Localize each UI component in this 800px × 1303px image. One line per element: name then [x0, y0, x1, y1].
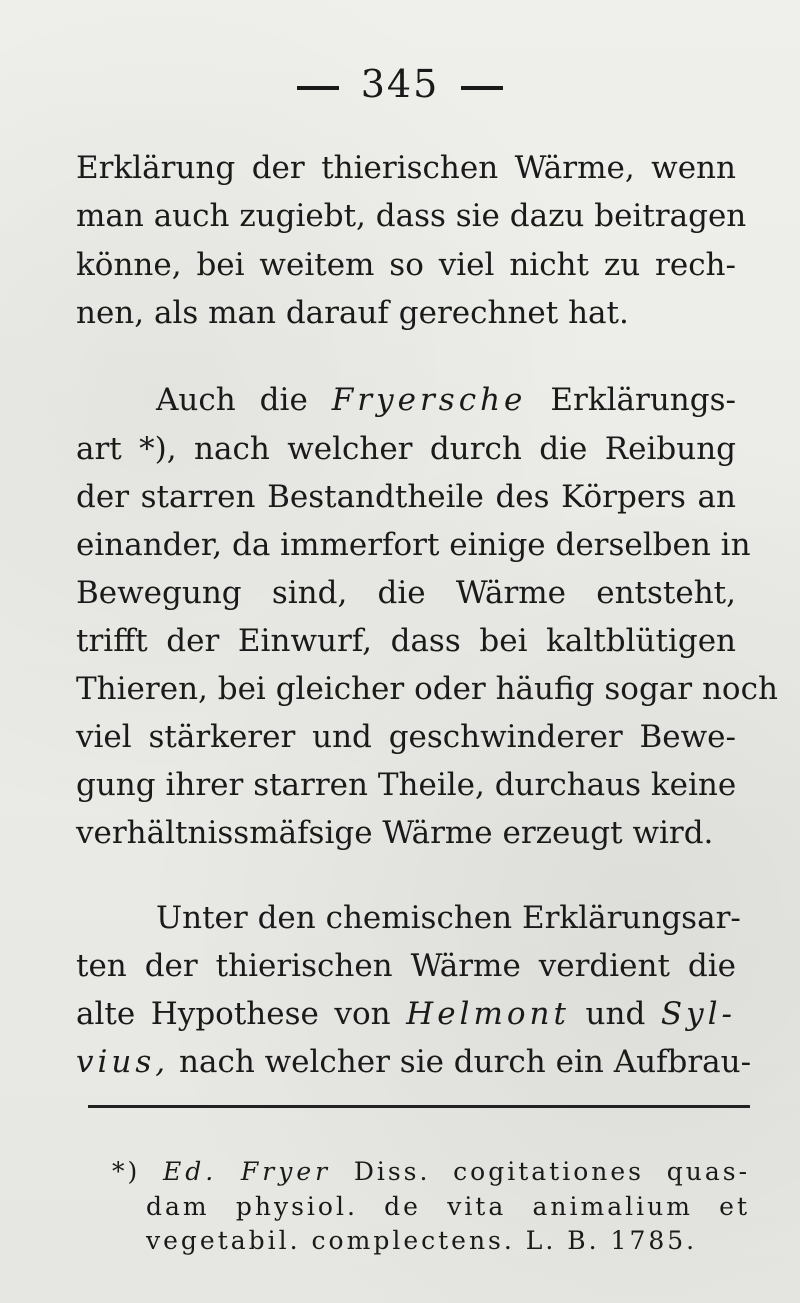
text-line: einander, da immerfort einige derselben in: [76, 527, 751, 563]
text-line: Erklärung der thierischen Wärme, wenn: [76, 150, 736, 186]
footnote-line: dam physiol. de vita animalium et: [146, 1192, 750, 1221]
footnote-rule: [88, 1105, 750, 1108]
text-line: verhältnissmäfsige Wärme erzeugt wird.: [76, 815, 714, 851]
text-line: nen, als man darauf gerechnet hat.: [76, 295, 629, 331]
text-line: könne, bei weitem so viel nicht zu rech-: [76, 247, 736, 283]
text-line: ten der thierischen Wärme verdient die: [76, 948, 736, 984]
text-line: Unter den chemischen Erklärungsar-: [156, 900, 741, 936]
page-number: 345: [360, 62, 440, 106]
header-dash-left: [297, 86, 339, 90]
text-line: alte Hypothese von Helmont und Syl-: [76, 996, 737, 1032]
text-line: Auch die Fryersche Erklärungs-: [156, 382, 736, 418]
text-line: vius, nach welcher sie durch ein Aufbrau-: [76, 1044, 752, 1080]
text-line: viel stärkerer und geschwinderer Bewe-: [76, 719, 736, 755]
footnote-line: *) Ed. Fryer Diss. cogitationes quas-: [112, 1157, 751, 1186]
italic-name: Helmont: [406, 996, 570, 1032]
footnote-marker: *): [112, 1157, 141, 1186]
text-line: man auch zugiebt, dass sie dazu beitragen: [76, 198, 747, 234]
footnote-line: vegetabil. complectens. L. B. 1785.: [146, 1226, 698, 1255]
text-line: gung ihrer starren Theile, durchaus keine: [76, 767, 737, 803]
header-dash-right: [461, 86, 503, 90]
text-line: art *), nach welcher durch die Reibung: [76, 431, 736, 467]
italic-name: vius,: [76, 1044, 170, 1080]
text-line: trifft der Einwurf, dass bei kaltblütigen: [76, 623, 736, 659]
italic-name: Syl-: [660, 996, 737, 1032]
text-line: Thieren, bei gleicher oder häufig sogar noch: [76, 671, 778, 707]
italic-name: Ed. Fryer: [163, 1157, 332, 1186]
text-line: der starren Bestandtheile des Körpers an: [76, 479, 736, 515]
italic-name: Fryersche: [331, 382, 527, 418]
text-line: Bewegung sind, die Wärme entsteht,: [76, 575, 736, 611]
page-header: [0, 62, 800, 106]
